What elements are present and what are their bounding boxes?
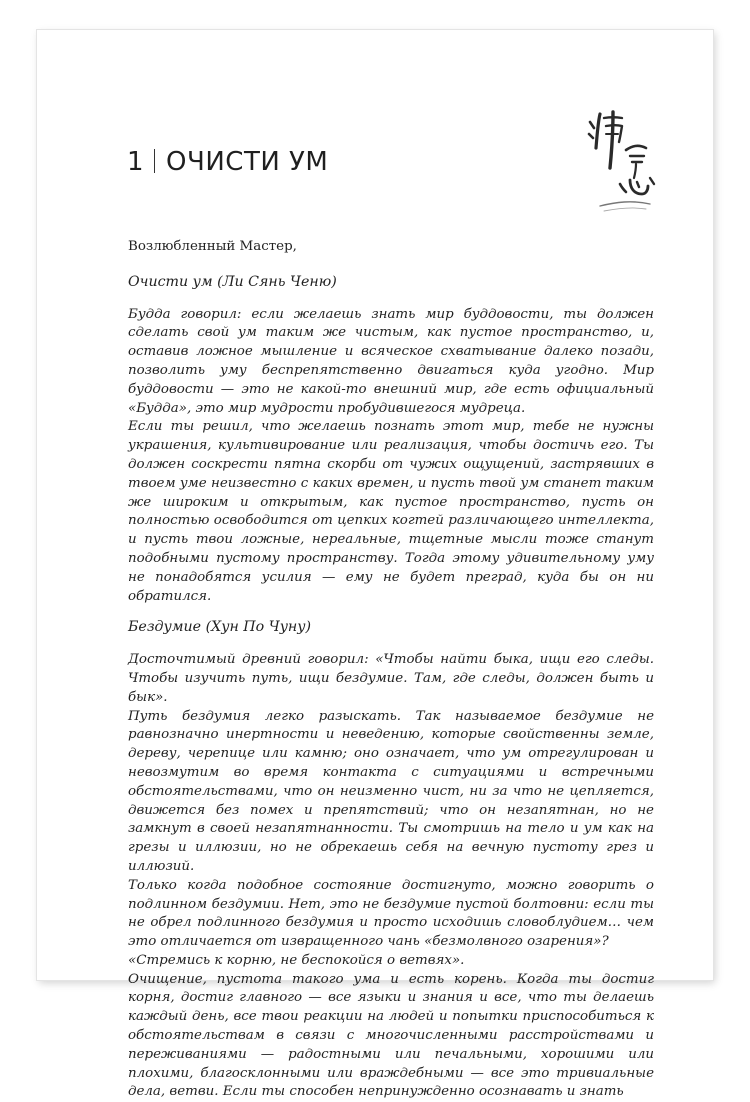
salutation: Возлюбленный Мастер, (128, 239, 297, 254)
paragraph: Досточтимый древний говорил: «Чтобы найти быка, ищи его следы. Чтобы изучить путь, ищи бездумие. Там, где следы, должен быть и бык». (128, 652, 654, 705)
paragraph: Если ты решил, что желаешь познать этот мир, тебе не нужны украшения, культивирование или реализация, чтобы достичь его. Ты должен соскрести пятна скорби от чужих ощущений, застрявших в твоем уме неизвестно с каких времен, и пусть твой ум станет таким же широким и открытым, как пустое пространство, пусть он полностью освободится от цепких когтей различающего интеллекта, и пусть твои ложные, нереальные, тщетные мысли тоже станут подобными пустому пространству. Тогда этому удивительному уму не понадобятся усилия — ему не будет преград, куда бы он ни обратился. (128, 419, 654, 604)
calligraphy-seal-icon (580, 108, 660, 218)
paragraph: «Стремись к корню, не беспокойся о ветвях». (128, 952, 465, 968)
paragraph: Будда говорил: если желаешь знать мир буддовости, ты должен сделать свой ум таким же чистым, как пустое пространство, и, оставив ложное мышление и всяческое схватывание далеко позади, позволить уму беспрепятственно двигаться куда угодно. Мир буддовости — это не какой-то внешний мир, где есть официальный «Будда», это мир мудрости пробудившегося мудреца. (128, 306, 654, 416)
chapter-title-text: ОЧИСТИ УМ (166, 147, 329, 177)
section-heading: Бездумие (Хун По Чуну) (128, 619, 312, 636)
section-heading: Очисти ум (Ли Сянь Ченю) (128, 273, 337, 290)
chapter-title (127, 147, 328, 177)
book-page (37, 30, 713, 1100)
title-separator (154, 149, 155, 173)
paragraph: Очищение, пустота такого ума и есть корень. Когда ты достиг корня, достиг главного — все языки и знания и все, что ты делаешь каждый день, все твои реакции на людей и попытки приспособиться к обстоятельствам в связи с многочисленными расстройствами и переживаниями — радостными или печальными, хорошими или плохими, благосклонными или враждебными — все это тривиальные дела, ветви. Если ты способен непринужденно осознавать и знать (128, 971, 654, 1100)
paragraph: Путь бездумия легко разыскать. Так называемое бездумие не равнозначно инертности и неведению, которые свойственны земле, дереву, черепице или камню; оно означает, что ум отрегулирован и невозмутим во время контакта с ситуациями и встречными обстоятельствами, что он неизменно чист, ни за что не цепляется, движется без помех и препятствий; что он незапятнан, но не замкнут в своей незапятнанности. Ты смотришь на тело и ум как на грезы и иллюзии, но не обрекаешь себя на вечную пустоту грез и иллюзий. (128, 708, 654, 874)
chapter-number: 1 (127, 147, 145, 177)
chapter-body (128, 238, 654, 1102)
paragraph: Только когда подобное состояние достигнуто, можно говорить о подлинном бездумии. Нет, это не бездумие пустой болтовни: если ты не обрел подлинного бездумия и просто исходишь словоблудием… чем это отличается от извращенного чань «безмолвного озарения»? (128, 877, 654, 950)
seal-glyphs: 師念 (580, 108, 582, 109)
